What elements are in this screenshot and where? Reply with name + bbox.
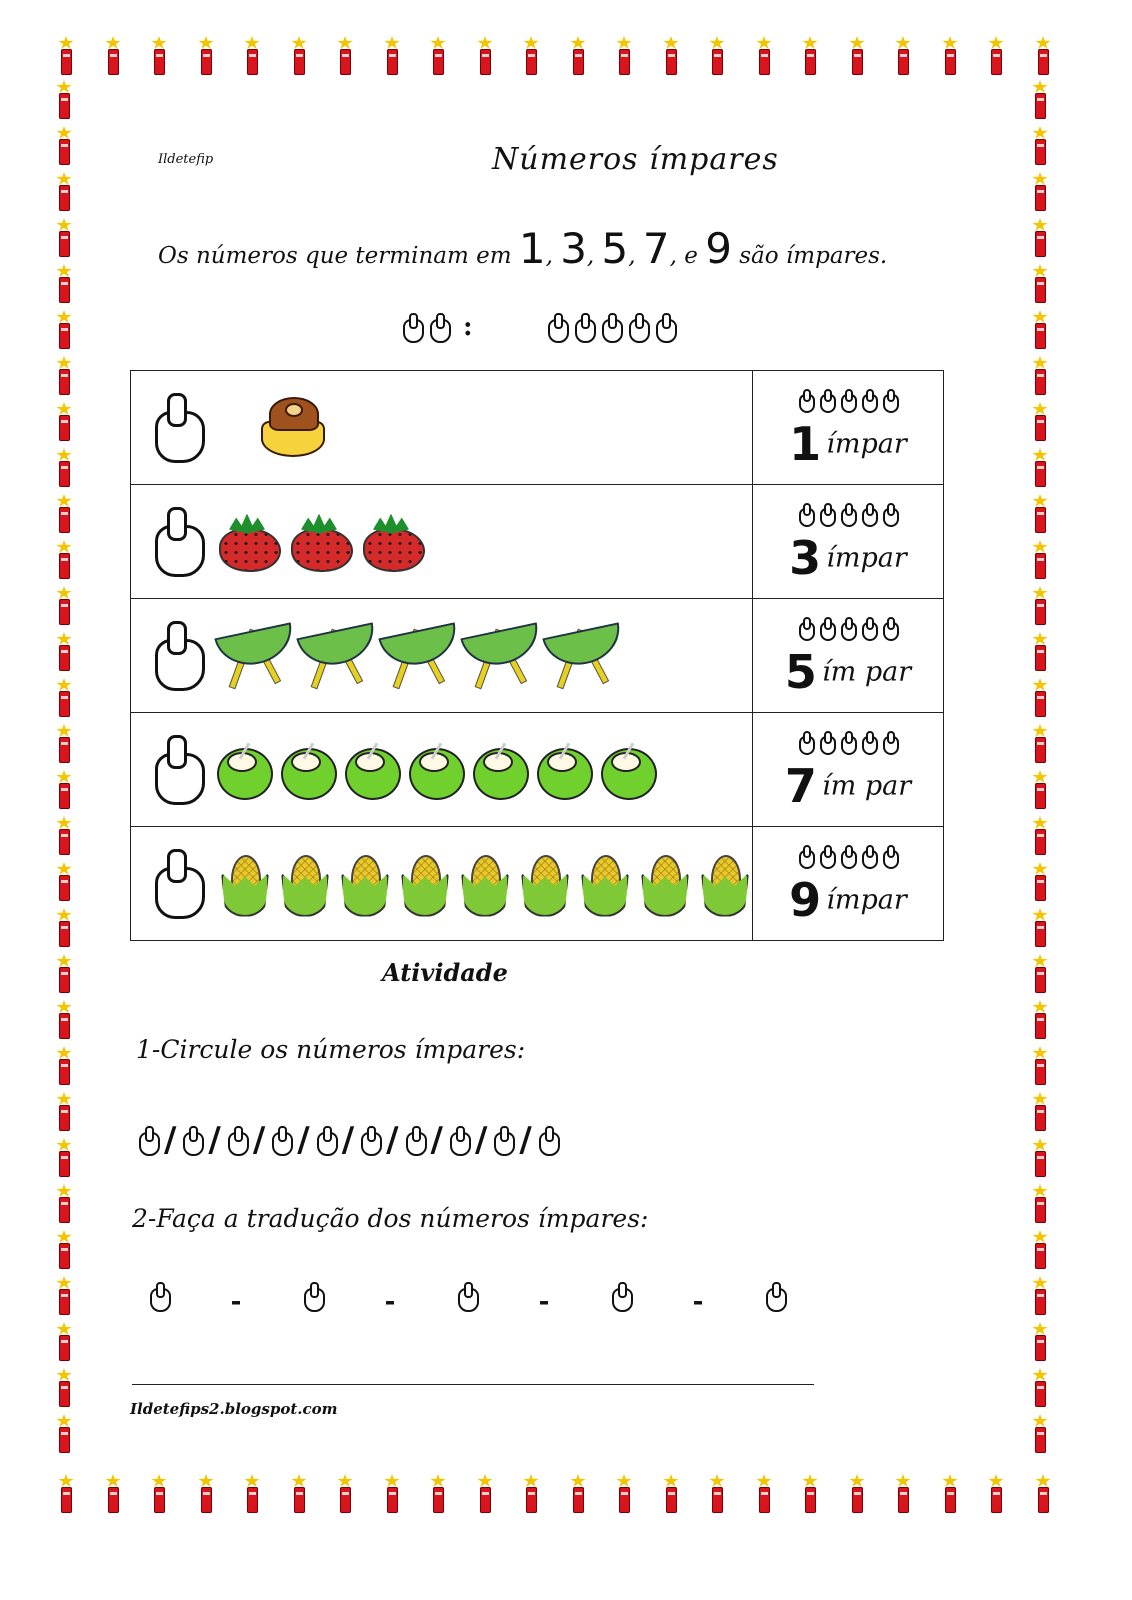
candle-icon xyxy=(940,1474,960,1516)
strawberry-icon xyxy=(289,514,353,570)
candle-icon xyxy=(1030,1276,1050,1318)
pictures-cell xyxy=(131,485,753,599)
number-hand-sign-icon[interactable] xyxy=(358,1126,382,1154)
candle-icon xyxy=(335,1474,355,1516)
hand-sign-icon xyxy=(881,845,899,867)
candle-icon xyxy=(707,1474,727,1516)
coconut-icon xyxy=(409,742,465,798)
table-row xyxy=(131,485,944,599)
hand-sign-icon xyxy=(427,313,451,341)
candle-icon xyxy=(54,862,74,904)
pictures-cell xyxy=(131,599,753,713)
separator: / xyxy=(164,1120,177,1160)
candle-icon xyxy=(1030,1368,1050,1410)
row-number: 7 xyxy=(784,758,817,813)
signs-to-translate xyxy=(134,1282,800,1322)
canoe-icon xyxy=(299,622,373,690)
candle-icon xyxy=(1033,36,1053,78)
candle-icon xyxy=(1030,80,1050,122)
candle-icon xyxy=(1030,402,1050,444)
coconut-icon xyxy=(217,742,273,798)
candle-icon xyxy=(1030,1414,1050,1456)
candle-icon xyxy=(614,1474,634,1516)
canoe-icon xyxy=(545,622,619,690)
candle-icon xyxy=(475,36,495,78)
page-title: Números ímpares xyxy=(492,142,779,177)
candle-icon xyxy=(289,36,309,78)
table-row xyxy=(131,371,944,485)
rule-number-3: 3 xyxy=(560,224,587,273)
coconut-icon xyxy=(473,742,529,798)
candle-icon xyxy=(54,218,74,260)
candle-icon xyxy=(56,1474,76,1516)
candle-icon xyxy=(754,36,774,78)
separator: - xyxy=(384,1287,396,1317)
answer-cell xyxy=(753,599,944,713)
candle-icon xyxy=(1030,172,1050,214)
candle-icon xyxy=(54,1368,74,1410)
hand-sign-icon xyxy=(881,731,899,753)
question-2: 2-Faça a tradução dos números ímpares: xyxy=(132,1204,649,1233)
translate-item xyxy=(288,1282,338,1322)
pudding-icon xyxy=(257,397,327,459)
candle-icon xyxy=(1030,862,1050,904)
candle-icon xyxy=(54,770,74,812)
number-hand-sign-icon[interactable] xyxy=(536,1126,560,1154)
number-hand-sign-icon[interactable] xyxy=(269,1126,293,1154)
number-hand-sign-icon[interactable] xyxy=(491,1126,515,1154)
candle-icon xyxy=(54,264,74,306)
candle-icon xyxy=(1030,770,1050,812)
candle-icon xyxy=(986,1474,1006,1516)
candle-icon xyxy=(1030,1322,1050,1364)
hand-sign-icon xyxy=(818,389,836,411)
candle-icon xyxy=(54,540,74,582)
candle-icon xyxy=(1030,1000,1050,1042)
answer-cell xyxy=(753,485,944,599)
candle-icon xyxy=(54,494,74,536)
row-number: 9 xyxy=(789,872,822,927)
coconut-icon xyxy=(281,742,337,798)
candle-icon xyxy=(103,1474,123,1516)
hand-sign-icon xyxy=(797,503,815,525)
number-hand-sign-icon xyxy=(149,621,209,691)
candle-icon xyxy=(1030,1092,1050,1134)
hand-sign-icon xyxy=(860,389,878,411)
hand-sign-icon xyxy=(881,389,899,411)
corn-icon xyxy=(697,851,749,917)
candle-icon xyxy=(475,1474,495,1516)
hand-sign-icon xyxy=(839,389,857,411)
candle-icon xyxy=(1030,1046,1050,1088)
candle-icon xyxy=(521,36,541,78)
answer-cell xyxy=(753,713,944,827)
candle-icon xyxy=(54,310,74,352)
translate-item xyxy=(134,1282,184,1322)
sign-language-header xyxy=(400,312,677,342)
candle-icon xyxy=(54,1322,74,1364)
candle-icon xyxy=(1030,1230,1050,1272)
rule-number-7: 7 xyxy=(642,224,670,273)
candle-icon xyxy=(893,1474,913,1516)
candle-icon xyxy=(707,36,727,78)
number-hand-sign-icon xyxy=(149,393,209,463)
separator: / xyxy=(341,1120,355,1160)
hand-sign-icon xyxy=(797,845,815,867)
impar-fingerspelling xyxy=(753,731,943,753)
candle-icon xyxy=(614,36,634,78)
candle-icon xyxy=(940,36,960,78)
candle-icon xyxy=(54,1046,74,1088)
candle-icon xyxy=(1030,264,1050,306)
candle-icon xyxy=(103,36,123,78)
candle-icon xyxy=(54,678,74,720)
hand-sign-icon xyxy=(839,503,857,525)
candle-icon xyxy=(54,356,74,398)
hand-sign-icon xyxy=(818,503,836,525)
candle-icon xyxy=(54,126,74,168)
candle-icon xyxy=(196,1474,216,1516)
translate-item xyxy=(596,1282,646,1322)
candle-icon xyxy=(54,402,74,444)
hand-sign-icon xyxy=(818,731,836,753)
corn-icon xyxy=(517,851,569,917)
pictures-cell xyxy=(131,827,753,941)
rule-number-1: 1 xyxy=(518,224,546,273)
candle-icon xyxy=(242,36,262,78)
corn-icon xyxy=(397,851,449,917)
row-number: 5 xyxy=(784,644,817,699)
hand-sign-icon xyxy=(626,313,650,341)
candle-icon xyxy=(54,1138,74,1180)
canoe-icon xyxy=(463,622,537,690)
candle-icon xyxy=(54,724,74,766)
separator: / xyxy=(474,1120,488,1160)
separator: / xyxy=(519,1120,532,1160)
candle-icon xyxy=(568,1474,588,1516)
answer-cell xyxy=(753,827,944,941)
coconut-icon xyxy=(537,742,593,798)
impar-fingerspelling xyxy=(545,313,677,341)
candle-icon xyxy=(1030,356,1050,398)
hand-sign-icon xyxy=(653,313,677,341)
number-hand-sign-icon xyxy=(149,849,209,919)
candle-icon xyxy=(1030,1184,1050,1226)
number-hand-sign-icon xyxy=(149,735,209,805)
row-number: 1 xyxy=(789,416,822,471)
rule-number-5: 5 xyxy=(601,224,629,273)
answer-cell xyxy=(753,371,944,485)
candle-icon xyxy=(800,1474,820,1516)
candle-icon xyxy=(428,36,448,78)
separator: / xyxy=(297,1120,310,1160)
impar-fingerspelling xyxy=(753,503,943,525)
candle-icon xyxy=(242,1474,262,1516)
row-word: ímpar xyxy=(826,428,907,459)
candle-icon xyxy=(568,36,588,78)
candle-icon xyxy=(54,1092,74,1134)
table-row xyxy=(131,713,944,827)
hand-sign-icon xyxy=(572,313,596,341)
odd-numbers-table xyxy=(130,370,944,941)
impar-fingerspelling xyxy=(753,617,943,639)
number-hand-sign-icon xyxy=(609,1282,633,1310)
number-hand-sign-icon[interactable] xyxy=(314,1126,338,1154)
coconut-icon xyxy=(345,742,401,798)
hand-sign-icon xyxy=(839,731,857,753)
hand-sign-icon xyxy=(881,503,899,525)
candle-icon xyxy=(54,1276,74,1318)
corn-icon xyxy=(277,851,329,917)
corn-icon xyxy=(637,851,689,917)
candle-icon xyxy=(54,448,74,490)
rule-conjunction: e xyxy=(684,243,698,269)
hand-sign-icon xyxy=(599,313,623,341)
candle-icon xyxy=(754,1474,774,1516)
candle-icon xyxy=(196,36,216,78)
row-word: ím par xyxy=(822,656,912,687)
candle-icon xyxy=(1030,218,1050,260)
pictures-cell xyxy=(131,713,753,827)
coconut-icon xyxy=(601,742,657,798)
row-word: ímpar xyxy=(826,542,907,573)
candle-icon xyxy=(1030,448,1050,490)
candle-icon xyxy=(428,1474,448,1516)
candle-icon xyxy=(54,1230,74,1272)
candle-icon xyxy=(149,1474,169,1516)
candle-icon xyxy=(1030,586,1050,628)
number-hand-sign-icon xyxy=(301,1282,325,1310)
candle-icon xyxy=(54,586,74,628)
hand-sign-icon xyxy=(797,617,815,639)
hand-sign-icon xyxy=(400,313,424,341)
candle-icon xyxy=(382,36,402,78)
number-hand-sign-icon xyxy=(147,1282,171,1310)
candle-icon xyxy=(661,1474,681,1516)
candle-icon xyxy=(54,1000,74,1042)
candle-icon xyxy=(986,36,1006,78)
sign-label-colon: : xyxy=(463,312,473,342)
candle-icon xyxy=(1030,678,1050,720)
candle-icon xyxy=(1030,632,1050,674)
footer-url: Ildetefips2.blogspot.com xyxy=(130,1400,338,1418)
activity-title: Atividade xyxy=(382,958,508,987)
hand-sign-icon xyxy=(545,313,569,341)
number-hand-sign-icon xyxy=(455,1282,479,1310)
candle-icon xyxy=(56,36,76,78)
candle-icon xyxy=(1030,908,1050,950)
candle-icon xyxy=(1030,540,1050,582)
candle-icon xyxy=(54,1414,74,1456)
separator: / xyxy=(252,1120,266,1160)
candle-icon xyxy=(1030,954,1050,996)
table-row xyxy=(131,827,944,941)
separator: - xyxy=(538,1287,550,1317)
answer-line[interactable] xyxy=(132,1384,814,1385)
candle-icon xyxy=(54,954,74,996)
canoe-icon xyxy=(381,622,455,690)
separator: / xyxy=(430,1120,443,1160)
candle-icon xyxy=(1033,1474,1053,1516)
candle-icon xyxy=(661,36,681,78)
separator: - xyxy=(692,1287,704,1317)
candle-icon xyxy=(54,632,74,674)
pictures-cell xyxy=(131,371,753,485)
hand-sign-icon xyxy=(797,389,815,411)
number-hand-sign-icon xyxy=(149,507,209,577)
candle-icon xyxy=(893,36,913,78)
hand-sign-icon xyxy=(818,845,836,867)
corn-icon xyxy=(337,851,389,917)
candle-icon xyxy=(521,1474,541,1516)
corn-icon xyxy=(217,851,269,917)
separator: - xyxy=(230,1287,242,1317)
separator: / xyxy=(208,1120,221,1160)
number-hand-sign-icon[interactable] xyxy=(403,1126,427,1154)
candle-icon xyxy=(847,1474,867,1516)
hand-sign-icon xyxy=(797,731,815,753)
rule-sentence: Os números que terminam em 1, 3, 5, 7, e 9 são ímpares. xyxy=(158,224,888,273)
candle-icon xyxy=(335,36,355,78)
candle-icon xyxy=(800,36,820,78)
row-number: 3 xyxy=(789,530,822,585)
candle-icon xyxy=(1030,310,1050,352)
impar-fingerspelling xyxy=(753,845,943,867)
candle-icon xyxy=(1030,724,1050,766)
candle-icon xyxy=(847,36,867,78)
candle-icon xyxy=(289,1474,309,1516)
strawberry-icon xyxy=(361,514,425,570)
candle-icon xyxy=(1030,126,1050,168)
hand-sign-icon xyxy=(839,617,857,639)
separator: / xyxy=(386,1120,399,1160)
candle-icon xyxy=(54,908,74,950)
candle-icon xyxy=(149,36,169,78)
hand-sign-icon xyxy=(860,617,878,639)
number-signs-to-circle xyxy=(136,1120,560,1160)
corn-icon xyxy=(457,851,509,917)
number-hand-sign-icon xyxy=(763,1282,787,1310)
corn-icon xyxy=(577,851,629,917)
hand-sign-icon xyxy=(881,617,899,639)
canoe-icon xyxy=(217,622,291,690)
rule-number-9: 9 xyxy=(705,224,732,273)
candle-icon xyxy=(54,816,74,858)
strawberry-icon xyxy=(217,514,281,570)
translate-item xyxy=(750,1282,800,1322)
libras-label-signs xyxy=(400,313,451,341)
rule-suffix: são ímpares. xyxy=(739,243,888,269)
candle-icon xyxy=(1030,816,1050,858)
candle-icon xyxy=(382,1474,402,1516)
hand-sign-icon xyxy=(839,845,857,867)
number-hand-sign-icon[interactable] xyxy=(447,1126,471,1154)
hand-sign-icon xyxy=(860,503,878,525)
number-hand-sign-icon[interactable] xyxy=(225,1126,249,1154)
candle-icon xyxy=(54,80,74,122)
translate-item xyxy=(442,1282,492,1322)
row-word: ím par xyxy=(822,770,912,801)
hand-sign-icon xyxy=(860,845,878,867)
candle-icon xyxy=(54,1184,74,1226)
impar-fingerspelling xyxy=(753,389,943,411)
number-hand-sign-icon[interactable] xyxy=(180,1126,204,1154)
row-word: ímpar xyxy=(826,884,907,915)
hand-sign-icon xyxy=(818,617,836,639)
hand-sign-icon xyxy=(860,731,878,753)
candle-icon xyxy=(54,172,74,214)
number-hand-sign-icon[interactable] xyxy=(136,1126,160,1154)
table-row xyxy=(131,599,944,713)
candle-icon xyxy=(1030,494,1050,536)
author-signature: Ildetefip xyxy=(158,152,214,167)
rule-prefix: Os números que terminam em xyxy=(158,243,512,269)
question-1: 1-Circule os números ímpares: xyxy=(136,1035,526,1064)
candle-icon xyxy=(1030,1138,1050,1180)
